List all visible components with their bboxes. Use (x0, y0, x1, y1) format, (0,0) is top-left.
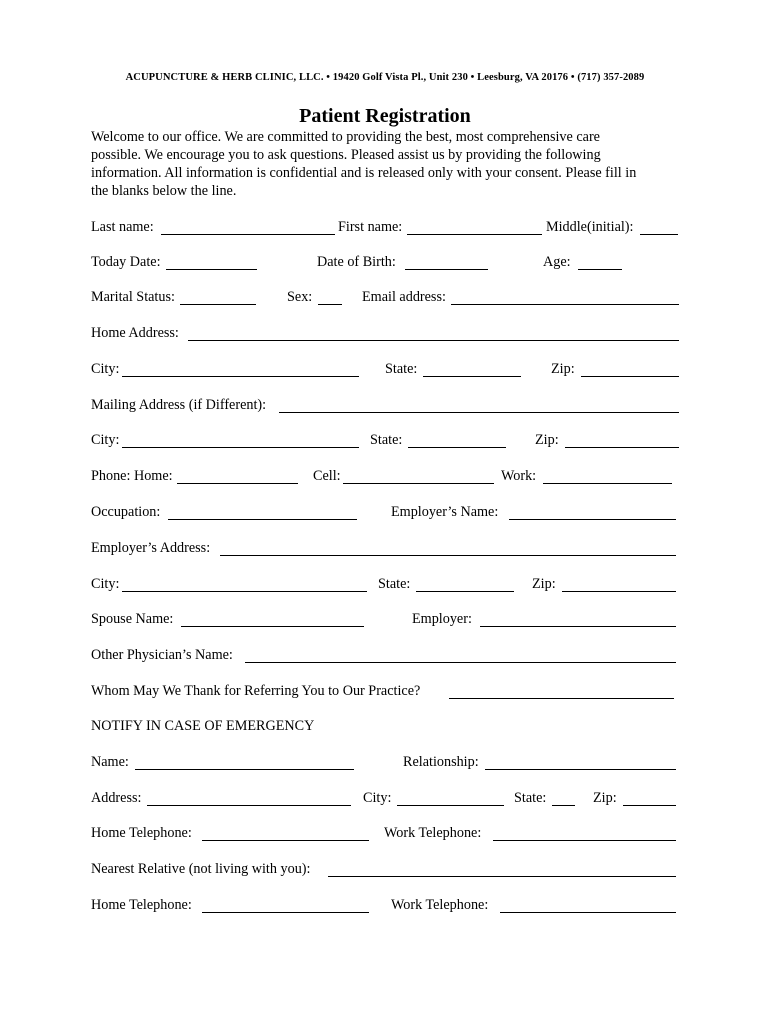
home-telephone-label: Home Telephone: (91, 825, 192, 841)
work-phone-field[interactable] (543, 483, 672, 484)
referral-field[interactable] (449, 698, 674, 699)
employer-city-label: City: (91, 576, 120, 592)
employer-state-field[interactable] (416, 591, 514, 592)
sex-field[interactable] (318, 304, 342, 305)
mailing-address-field[interactable] (279, 412, 679, 413)
occupation-field[interactable] (168, 519, 357, 520)
relationship-label: Relationship: (403, 754, 479, 770)
age-label: Age: (543, 254, 571, 270)
mailing-address-label: Mailing Address (if Different): (91, 397, 267, 413)
emergency-city-field[interactable] (397, 805, 504, 806)
relative-work-telephone-label: Work Telephone: (391, 897, 489, 913)
employer-name-label: Employer’s Name: (391, 504, 499, 520)
spouse-employer-field[interactable] (480, 626, 676, 627)
relative-home-telephone-label: Home Telephone: (91, 897, 192, 913)
age-field[interactable] (578, 269, 622, 270)
state-field[interactable] (423, 376, 521, 377)
intro-line-4: the blanks below the line. (91, 183, 237, 199)
phone-home-label: Phone: Home: (91, 468, 173, 484)
intro-line-2: possible. We encourage you to ask questions. Pleased assist us by providing the following (91, 147, 601, 163)
spouse-name-label: Spouse Name: (91, 611, 174, 627)
city-label: City: (91, 361, 120, 377)
home-telephone-field[interactable] (202, 840, 369, 841)
emergency-address-label: Address: (91, 790, 142, 806)
today-date-label: Today Date: (91, 254, 161, 270)
emergency-zip-field[interactable] (623, 805, 676, 806)
intro-paragraph (91, 128, 691, 200)
mailing-state-field[interactable] (408, 447, 506, 448)
employer-zip-field[interactable] (562, 591, 676, 592)
relative-home-telephone-field[interactable] (202, 912, 369, 913)
employer-zip-label: Zip: (532, 576, 556, 592)
emergency-name-field[interactable] (135, 769, 354, 770)
sex-label: Sex: (287, 289, 313, 305)
work-telephone-field[interactable] (493, 840, 676, 841)
work-telephone-label: Work Telephone: (384, 825, 482, 841)
state-label: State: (385, 361, 418, 377)
middle-initial-label: Middle(initial): (546, 219, 634, 235)
mailing-zip-field[interactable] (565, 447, 679, 448)
date-of-birth-field[interactable] (405, 269, 488, 270)
email-field[interactable] (451, 304, 679, 305)
other-physician-field[interactable] (245, 662, 676, 663)
emergency-state-label: State: (514, 790, 547, 806)
mailing-city-field[interactable] (122, 447, 359, 448)
last-name-label: Last name: (91, 219, 154, 235)
relative-work-telephone-field[interactable] (500, 912, 676, 913)
emergency-name-label: Name: (91, 754, 129, 770)
nearest-relative-field[interactable] (328, 876, 676, 877)
employer-address-field[interactable] (220, 555, 676, 556)
intro-line-3: information. All information is confidential and is released only with your consent. Please fill in (91, 165, 637, 181)
first-name-field[interactable] (407, 234, 542, 235)
cell-field[interactable] (343, 483, 494, 484)
spouse-name-field[interactable] (181, 626, 364, 627)
spouse-employer-label: Employer: (412, 611, 472, 627)
mailing-zip-label: Zip: (535, 432, 559, 448)
nearest-relative-label: Nearest Relative (not living with you): (91, 861, 311, 877)
emergency-heading: NOTIFY IN CASE OF EMERGENCY (91, 718, 315, 734)
home-address-field[interactable] (188, 340, 679, 341)
mailing-state-label: State: (370, 432, 403, 448)
clinic-header: ACUPUNCTURE & HERB CLINIC, LLC. • 19420 Golf Vista Pl., Unit 230 • Leesburg, VA 20176 • (717) 357-2089 (125, 72, 645, 83)
emergency-state-field[interactable] (552, 805, 575, 806)
marital-status-label: Marital Status: (91, 289, 175, 305)
zip-label: Zip: (551, 361, 575, 377)
city-field[interactable] (122, 376, 359, 377)
today-date-field[interactable] (166, 269, 257, 270)
other-physician-label: Other Physician’s Name: (91, 647, 233, 663)
occupation-label: Occupation: (91, 504, 161, 520)
middle-initial-field[interactable] (640, 234, 678, 235)
phone-home-field[interactable] (177, 483, 298, 484)
emergency-zip-label: Zip: (593, 790, 617, 806)
referral-label: Whom May We Thank for Referring You to Our Practice? (91, 683, 421, 699)
date-of-birth-label: Date of Birth: (317, 254, 396, 270)
emergency-address-field[interactable] (147, 805, 351, 806)
last-name-field[interactable] (161, 234, 335, 235)
page-title: Patient Registration (299, 105, 471, 127)
zip-field[interactable] (581, 376, 679, 377)
employer-name-field[interactable] (509, 519, 676, 520)
home-address-label: Home Address: (91, 325, 179, 341)
first-name-label: First name: (338, 219, 403, 235)
employer-address-label: Employer’s Address: (91, 540, 211, 556)
intro-line-1: Welcome to our office. We are committed to providing the best, most comprehensive care (91, 129, 600, 145)
email-label: Email address: (362, 289, 446, 305)
cell-label: Cell: (313, 468, 341, 484)
emergency-city-label: City: (363, 790, 392, 806)
relationship-field[interactable] (485, 769, 676, 770)
marital-status-field[interactable] (180, 304, 256, 305)
work-label: Work: (501, 468, 537, 484)
mailing-city-label: City: (91, 432, 120, 448)
employer-state-label: State: (378, 576, 411, 592)
employer-city-field[interactable] (122, 591, 367, 592)
